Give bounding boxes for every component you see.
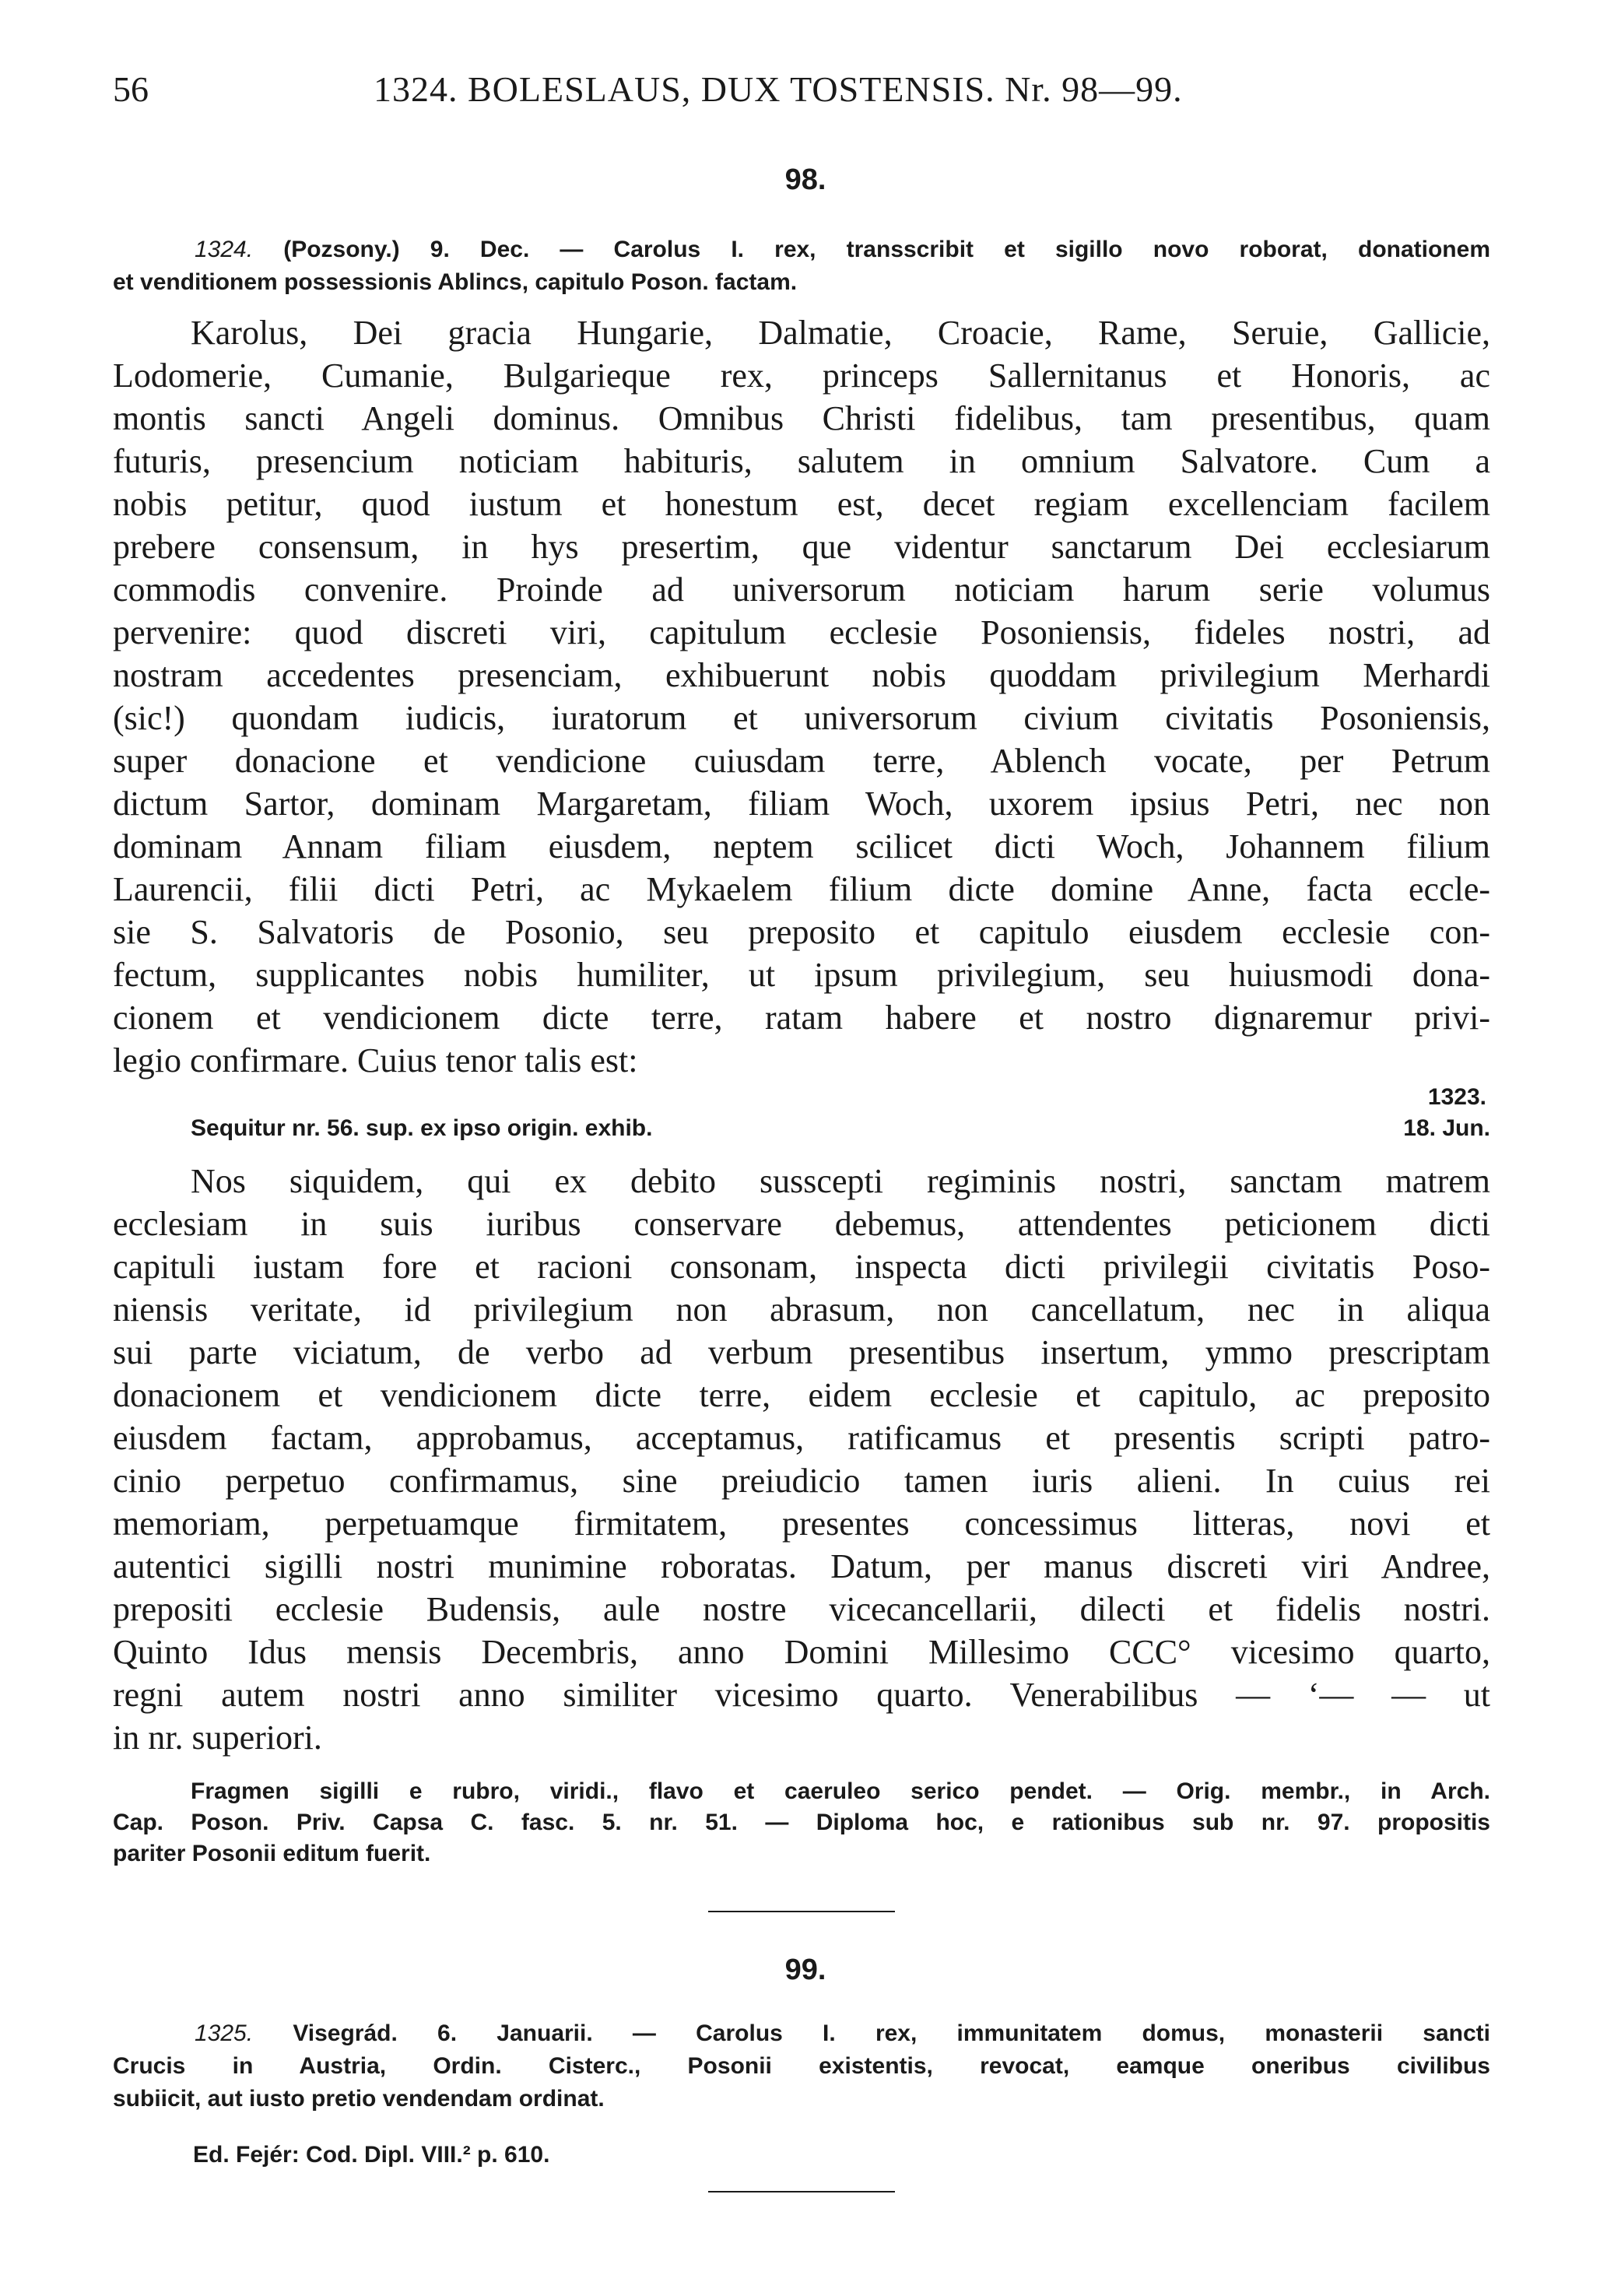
regest-98-line-1: (Pozsony.) 9. Dec. — Carolus I. rex, transscribit et sigillo novo roborat, donationem bbox=[283, 237, 1490, 262]
charter-body-1 bbox=[113, 311, 1490, 1082]
regest-98 bbox=[113, 233, 1490, 299]
edition-reference: Ed. Fejér: Cod. Dipl. VIII.² p. 610. bbox=[193, 2142, 550, 2168]
text-line: Nos siquidem, qui ex debito susscepti regiminis nostri, sanctam matrem bbox=[191, 1162, 1490, 1200]
text-line: fectum, supplicantes nobis humiliter, ut ipsum privilegium, seu huiusmodi dona- bbox=[113, 956, 1490, 994]
text-line: commodis convenire. Proinde ad universorum noticiam harum serie volumus bbox=[113, 570, 1490, 609]
text-line: capituli iustam fore et racioni consonam, inspecta dicti privilegii civitatis Poso- bbox=[113, 1248, 1490, 1286]
footnote-98 bbox=[113, 1776, 1490, 1869]
charter-text-98-part-1 bbox=[113, 311, 1490, 1082]
text-line: dictum Sartor, dominam Margaretam, filiam Woch, uxorem ipsius Petri, nec non bbox=[113, 785, 1490, 823]
text-line: nostram accedentes presenciam, exhibuerunt nobis quoddam privilegium Merhardi bbox=[113, 656, 1490, 694]
text-line: cinio perpetuo confirmamus, sine preiudicio tamen iuris alieni. In cuius rei bbox=[113, 1462, 1490, 1500]
text-line: Quinto Idus mensis Decembris, anno Domini Millesimo CCC° vicesimo quarto, bbox=[113, 1633, 1490, 1671]
text-line: in nr. superiori. bbox=[113, 1718, 322, 1757]
closing-rule bbox=[708, 2191, 895, 2192]
text-line: prebere consensum, in hys presertim, que videntur sanctarum Dei ecclesiarum bbox=[113, 528, 1490, 566]
section-divider bbox=[708, 1911, 895, 1912]
text-line: regni autem nostri anno similiter vicesimo quarto. Venerabilibus — ‘— — ut bbox=[113, 1676, 1490, 1714]
text-line: futuris, presencium noticiam habituris, salutem in omnium Salvatore. Cum a bbox=[113, 442, 1490, 480]
regest-99-date: 1325. bbox=[195, 2020, 254, 2046]
text-line: Karolus, Dei gracia Hungarie, Dalmatie, Croacie, Rame, Seruie, Gallicie, bbox=[191, 314, 1490, 352]
regest-99-line-2: Crucis in Austria, Ordin. Cisterc., Posonii existentis, revocat, eamque oneribus civilibus bbox=[113, 2053, 1490, 2079]
text-line: prepositi ecclesie Budensis, aule nostre vicecancellarii, dilecti et fidelis nostri. bbox=[113, 1590, 1490, 1628]
insert-date: 18. Jun. bbox=[1403, 1115, 1490, 1141]
running-title: 1324. BOLESLAUS, DUX TOSTENSIS. Nr. 98—99. bbox=[374, 69, 1183, 109]
running-header bbox=[113, 68, 1490, 115]
document-number-98: 98. bbox=[784, 163, 826, 196]
text-line: donacionem et vendicionem dicte terre, eidem ecclesie et capitulo, ac preposito bbox=[113, 1376, 1490, 1414]
text-line: niensis veritate, id privilegium non abrasum, non cancellatum, nec in aliqua bbox=[113, 1290, 1490, 1329]
regest-98-line-2: et venditionem possessionis Ablincs, capitulo Poson. factam. bbox=[113, 269, 798, 295]
charter-body-2 bbox=[113, 1160, 1490, 1759]
regest-99 bbox=[113, 2017, 1490, 2115]
text-line: legio confirmare. Cuius tenor talis est: bbox=[113, 1041, 638, 1080]
text-line: nobis petitur, quod iustum et honestum est, decet regiam excellenciam facilem bbox=[113, 485, 1490, 523]
footnote-line-2: Cap. Poson. Priv. Capsa C. fasc. 5. nr. 51. — Diploma hoc, e rationibus sub nr. 97. propositis bbox=[113, 1810, 1490, 1835]
text-line: pervenire: quod discreti viri, capitulum ecclesie Posoniensis, fideles nostri, ad bbox=[113, 613, 1490, 651]
regest-99-line-1: Visegrád. 6. Januarii. — Carolus I. rex, immunitatem domus, monasterii sancti bbox=[293, 2020, 1490, 2046]
footnote-line-1: Fragmen sigilli e rubro, viridi., flavo et caeruleo serico pendet. — Orig. membr., in Arch. bbox=[191, 1778, 1490, 1804]
regest-99-line-3: subiicit, aut iusto pretio vendendam ordinat. bbox=[113, 2086, 605, 2112]
text-line: sie S. Salvatoris de Posonio, seu preposito et capitulo eiusdem ecclesie con- bbox=[113, 913, 1490, 951]
text-line: ecclesiam in suis iuribus conservare debemus, attendentes peticionem dicti bbox=[113, 1205, 1490, 1243]
text-line: memoriam, perpetuamque firmitatem, presentes concessimus litteras, novi et bbox=[113, 1504, 1490, 1543]
text-line: cionem et vendicionem dicte terre, ratam habere et nostro dignaremur privi- bbox=[113, 999, 1490, 1037]
footnote-line-3: pariter Posonii editum fuerit. bbox=[113, 1841, 431, 1866]
text-line: eiusdem factam, approbamus, acceptamus, ratificamus et presentis scripti patro- bbox=[113, 1419, 1490, 1457]
text-line: (sic!) quondam iudicis, iuratorum et universorum civium civitatis Posoniensis, bbox=[113, 699, 1490, 737]
charter-text-98-part-2 bbox=[113, 1160, 1490, 1759]
text-line: sui parte viciatum, de verbo ad verbum presentibus insertum, ymmo prescriptam bbox=[113, 1333, 1490, 1371]
regest-98-date: 1324. bbox=[195, 237, 254, 262]
text-line: super donacione et vendicione cuiusdam terre, Ablench vocate, per Petrum bbox=[113, 742, 1490, 780]
text-line: autentici sigilli nostri munimine roboratas. Datum, per manus discreti viri Andree, bbox=[113, 1547, 1490, 1585]
page-number: 56 bbox=[113, 69, 149, 109]
text-line: dominam Annam filiam eiusdem, neptem scilicet dicti Woch, Johannem filium bbox=[113, 827, 1490, 865]
insert-year: 1323. bbox=[1427, 1084, 1486, 1110]
text-line: montis sancti Angeli dominus. Omnibus Christi fidelibus, tam presentibus, quam bbox=[113, 399, 1490, 437]
insert-note-row bbox=[113, 1113, 1490, 1144]
text-line: Laurencii, filii dicti Petri, ac Mykaelem filium dicte domine Anne, facta eccle- bbox=[113, 870, 1490, 908]
document-number-99: 99. bbox=[784, 1954, 826, 1986]
insert-note-block bbox=[113, 1082, 1490, 1144]
insert-note: Sequitur nr. 56. sup. ex ipso origin. exhib. bbox=[191, 1115, 653, 1141]
text-line: Lodomerie, Cumanie, Bulgarieque rex, princeps Sallernitanus et Honoris, ac bbox=[113, 356, 1490, 395]
